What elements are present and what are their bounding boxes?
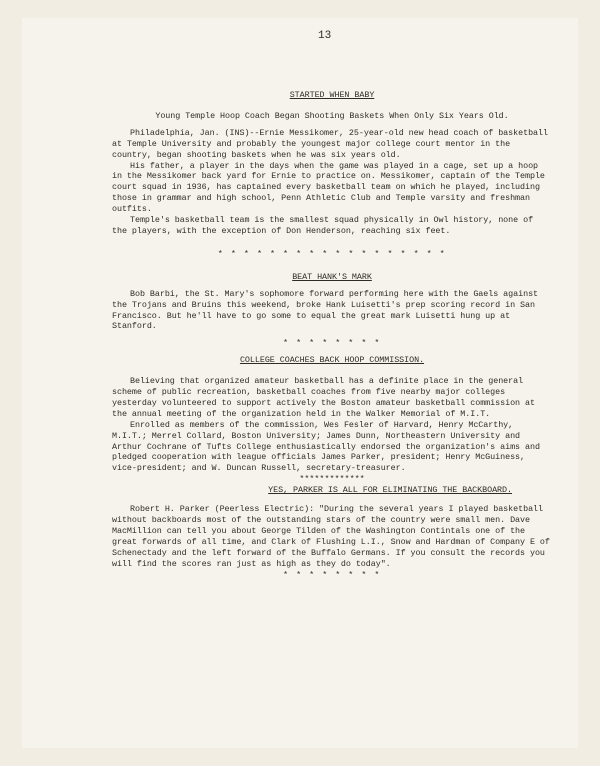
document-body — [112, 58, 552, 580]
section-title-parker: YES, PARKER IS ALL FOR ELIMINATING THE BACKBOARD. — [268, 485, 512, 496]
section-title-college-coaches: COLLEGE COACHES BACK HOOP COMMISSION. — [239, 355, 425, 366]
document-sheet — [22, 18, 578, 748]
paragraph: His father, a player in the days when the game was played in a cage, set up a hoop in the Messikomer back yard for Ernie to practice on. Messikomer, captain of the Temple court squad in 1936, has captained every basketball team on which he played, including those in grammar and high school, Penn Athletic Club and Temple varsity and freshman outfits. — [112, 160, 545, 215]
paragraph: Robert H. Parker (Peerless Electric): "During the several years I played basketball without backboards most of the outstanding stars of the country were small men. Dave MacMillion can tell you about George Tilden of the Washington Contintals one of the great forwards of all time, and Clark of Flushing L.I., Snow and Hardman of Company E of Schenectady and the left forward of the Buffalo Germans. If you consult the records you will find the scores ran just as high as they do today". — [112, 504, 550, 569]
section-subtitle: Young Temple Hoop Coach Began Shooting Baskets When Only Six Years Old. — [155, 110, 509, 121]
separator: * * * * * * * * — [283, 338, 381, 349]
page-number: 13 — [318, 30, 332, 42]
paragraph: Philadelphia, Jan. (INS)--Ernie Messikomer, 25-year-old new head coach of basketball at Temple University and probably the youngest major college court mentor in the country, began shooting baskets when he was six years old. — [112, 127, 548, 160]
paragraph: Enrolled as members of the commission, Wes Fesler of Harvard, Henry McCarthy, M.I.T.; Merrel Collard, Boston University; James Dunn, Northeastern University and Arthur Cochrane of Tufts College enthusiastically endorsed the organization's aims and pledged cooperation with league officials James Parker, president; Henry McGuiness, vice-president; and W. Duncan Russell, secretary-treasurer. — [112, 419, 540, 474]
paragraph: Bob Barbi, the St. Mary's sophomore forward performing here with the Gaels against the Trojans and Bruins this weekend, broke Hank Luisetti's prep scoring record in San Francisco. But he'll have to go some to equal the great mark Luisetti hung up at Stanford. — [112, 288, 539, 332]
separator: * * * * * * * * * * * * * * * * * * — [217, 248, 447, 259]
section-title-beat-hanks-mark: BEAT HANK'S MARK — [292, 271, 372, 282]
separator: * * * * * * * * — [283, 569, 381, 580]
section-title-started-when-baby: STARTED WHEN BABY — [289, 90, 375, 100]
paragraph: Believing that organized amateur basketball has a definite place in the general scheme of public recreation, basketball coaches from five nearby major colleges yesterday volunteered to support actively the Boston amateur basketball commission at the annual meeting of the organization held in the Walker Memorial of M.I.T. — [112, 376, 535, 419]
paragraph: Temple's basketball team is the smallest squad physically in Owl history, none of the players, with the exception of Don Henderson, reaching six feet. — [112, 215, 534, 236]
separator: ************* — [299, 474, 365, 485]
